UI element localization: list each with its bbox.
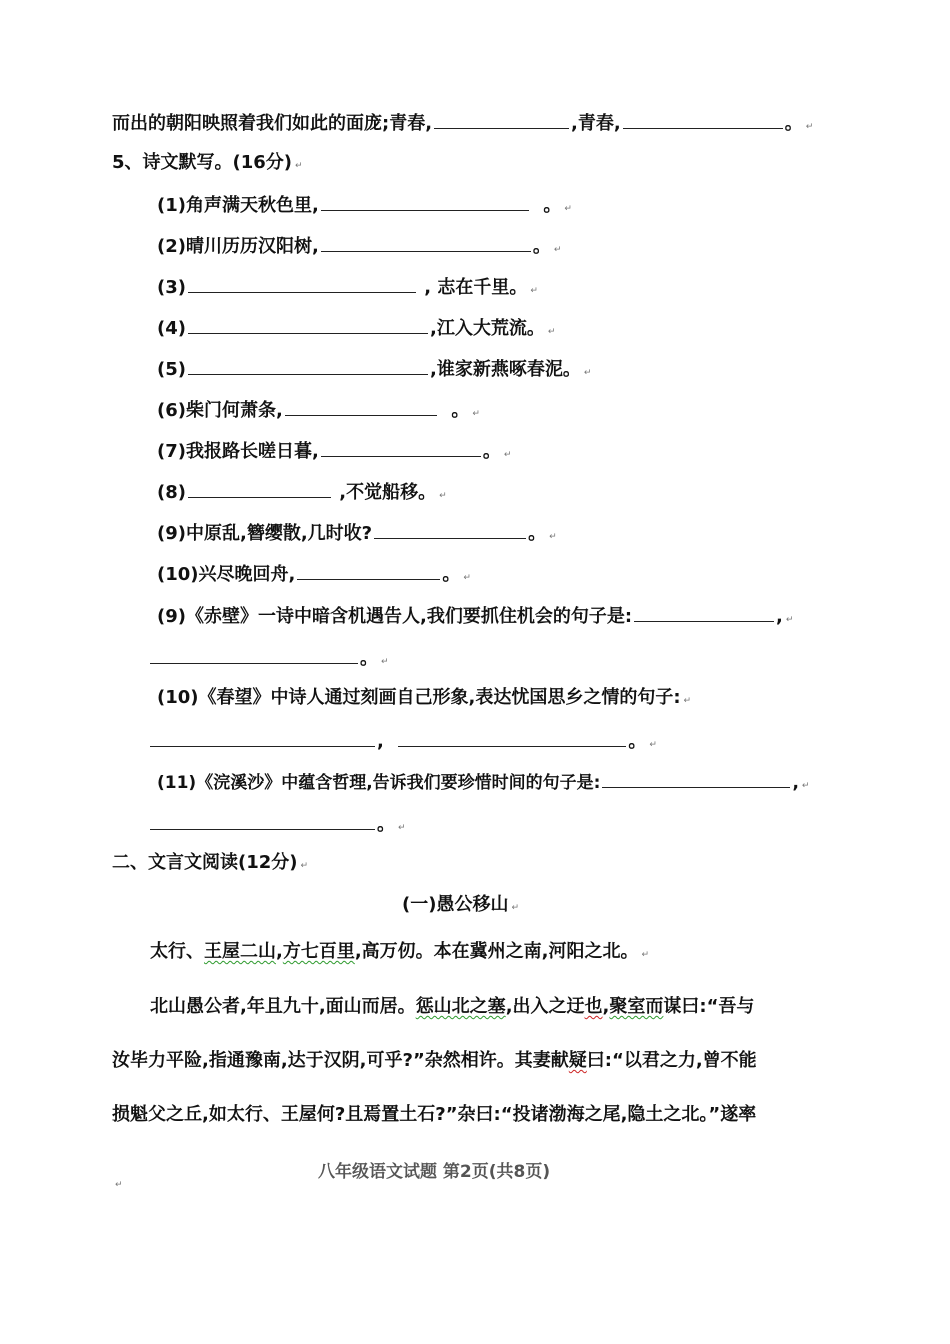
paragraph-mark-icon: ↵: [463, 573, 471, 583]
answer-blank[interactable]: [285, 397, 437, 416]
passage-text-wavy: 方七百里: [282, 941, 355, 962]
paragraph-mark-icon: ↵: [547, 327, 556, 337]
passage-text: 北山愚公者,年且九十,面山而居。: [150, 996, 416, 1017]
top-line-mid: ,青春,: [571, 113, 621, 134]
passage-text-wavy: 惩山北之塞: [415, 996, 506, 1017]
paragraph-mark-icon: ↵: [553, 245, 562, 255]
paragraph-mark-icon: ↵: [801, 781, 810, 791]
question-text: , 志在千里。: [424, 277, 528, 298]
question-10b: [157, 686, 691, 713]
section-2-title: [112, 851, 308, 878]
passage-text: ,: [602, 996, 610, 1017]
section-5-title: [112, 151, 303, 178]
paragraph-mark-icon: ↵: [649, 740, 657, 750]
answer-blank[interactable]: [188, 274, 416, 293]
period: 。: [360, 648, 378, 669]
answer-blank[interactable]: [321, 233, 531, 252]
passage-line-3: [112, 1049, 757, 1073]
question-11b-continued: [148, 811, 406, 840]
passage-text-red-wavy: 疑: [568, 1050, 587, 1071]
question-1: [157, 192, 572, 221]
question-text: 中原乱,簪缨散,几时收?: [185, 523, 373, 544]
question-5: [157, 356, 591, 385]
passage-text: 汝毕力平险,指通豫南,达于汉阴,可乎?”杂然相许。其妻献: [112, 1050, 569, 1071]
paragraph-mark-icon: ↵: [549, 532, 557, 542]
answer-blank[interactable]: [188, 356, 428, 375]
question-text: 角声满天秋色里,: [185, 195, 319, 216]
question-text: 兴尽晚回舟,: [198, 564, 296, 585]
question-text: ,江入大荒流。: [429, 318, 545, 339]
question-11b: [157, 769, 809, 798]
question-number: (6): [157, 400, 186, 421]
paragraph-mark-icon: ↵: [683, 696, 692, 706]
passage-title: [402, 893, 519, 920]
period: 。: [532, 236, 551, 257]
answer-blank[interactable]: [188, 315, 428, 334]
question-text: (10)《春望》中诗人通过刻画自己形象,表达忧国思乡之情的句子:: [157, 687, 681, 708]
paragraph-mark-icon: ↵: [398, 823, 406, 833]
question-10: [157, 561, 471, 590]
top-line: [112, 110, 813, 139]
paragraph-mark-icon: ↵: [381, 657, 389, 667]
question-number: (4): [157, 318, 186, 339]
answer-blank[interactable]: [188, 479, 331, 498]
answer-blank[interactable]: [602, 769, 790, 788]
page-footer: [318, 1160, 550, 1184]
paragraph-mark-icon: ↵: [805, 122, 814, 132]
answer-blank[interactable]: [634, 603, 774, 622]
paragraph-mark-icon: ↵: [583, 368, 592, 378]
paragraph-mark-icon: ↵: [785, 615, 794, 625]
paragraph-mark-icon: ↵: [530, 286, 538, 296]
question-2: [157, 233, 561, 262]
period: 。: [442, 564, 461, 585]
paragraph-mark-icon: ↵: [115, 1180, 123, 1190]
top-line-text: 而出的朝阳映照着我们如此的面庞;青春,: [112, 113, 433, 134]
passage-text: 谋曰:“吾与: [663, 996, 755, 1017]
passage-line-2: [150, 995, 754, 1019]
question-10b-continued: [148, 728, 657, 757]
paragraph-mark-icon: ↵: [511, 903, 519, 913]
question-text: 晴川历历汉阳树,: [185, 236, 319, 257]
period: 。: [543, 195, 562, 216]
passage-text: 曰:“以君之力,曾不能: [586, 1050, 757, 1071]
paragraph-mark-icon: ↵: [503, 450, 512, 460]
question-9b: [157, 603, 793, 632]
question-7: [157, 438, 511, 467]
period: 。: [528, 523, 547, 544]
answer-blank[interactable]: [297, 561, 440, 580]
question-number: (7): [157, 441, 186, 462]
question-text: ,谁家新燕啄春泥。: [429, 359, 581, 380]
question-3: [157, 274, 538, 303]
passage-text-red-wavy: 也: [584, 996, 603, 1017]
question-text: 柴门何萧条,: [185, 400, 283, 421]
period: 。: [628, 731, 647, 752]
comma: ,: [776, 606, 783, 627]
question-8: [157, 479, 447, 508]
passage-title-text: (一)愚公移山: [402, 894, 509, 915]
question-number: (3): [157, 277, 186, 298]
passage-text: ,: [276, 941, 283, 962]
answer-blank[interactable]: [150, 811, 375, 830]
footer-left-mark: [112, 1170, 123, 1197]
question-6: [157, 397, 480, 426]
paragraph-mark-icon: ↵: [300, 861, 309, 871]
period: 。: [784, 113, 803, 134]
passage-text-wavy: 聚室而: [609, 996, 664, 1017]
comma: ,: [792, 773, 799, 793]
paragraph-mark-icon: ↵: [295, 161, 303, 171]
passage-text: ,出入之迂: [505, 996, 585, 1017]
question-number: (5): [157, 359, 186, 380]
passage-text-wavy: 王屋二山: [204, 941, 276, 962]
question-9b-continued: [148, 645, 389, 674]
answer-blank[interactable]: [374, 520, 526, 539]
question-number: (9): [157, 523, 186, 544]
question-4: [157, 315, 555, 344]
passage-line-4: [112, 1103, 756, 1127]
question-text: ,不觉船移。: [339, 482, 437, 503]
answer-blank[interactable]: [434, 110, 569, 129]
footer-text: 八年级语文试题 第2页(共8页): [318, 1162, 551, 1182]
comma: ,: [377, 731, 384, 752]
answer-blank[interactable]: [150, 728, 375, 747]
question-9: [157, 520, 557, 549]
period: 。: [482, 441, 501, 462]
passage-text: 损魁父之丘,如太行、王屋何?且焉置土石?”杂曰:“投诸渤海之尾,隐土之北。”遂率: [112, 1104, 757, 1125]
section-title-text: 二、文言文阅读(12分): [112, 852, 298, 873]
question-number: (10): [157, 564, 199, 585]
paragraph-mark-icon: ↵: [439, 491, 447, 501]
question-text: (9)《赤壁》一诗中暗含机遇告人,我们要抓住机会的句子是:: [157, 606, 633, 627]
paragraph-mark-icon: ↵: [472, 409, 480, 419]
question-text: 我报路长嗟日暮,: [185, 441, 319, 462]
period: 。: [451, 400, 470, 421]
answer-blank[interactable]: [321, 192, 529, 211]
answer-blank[interactable]: [150, 645, 358, 664]
question-number: (2): [157, 236, 186, 257]
passage-text: ,高万仞。本在冀州之南,河阳之北。: [354, 941, 639, 962]
period: 。: [377, 814, 395, 835]
answer-blank[interactable]: [321, 438, 481, 457]
paragraph-mark-icon: ↵: [641, 950, 650, 960]
answer-blank[interactable]: [623, 110, 783, 129]
passage-text: 太行、: [150, 941, 204, 962]
passage-line-1: [150, 940, 649, 967]
question-number: (1): [157, 195, 186, 216]
section-title-text: 5、诗文默写。(16分): [112, 152, 293, 173]
question-text: (11)《浣溪沙》中蕴含哲理,告诉我们要珍惜时间的句子是:: [157, 773, 601, 793]
paragraph-mark-icon: ↵: [564, 204, 572, 214]
answer-blank[interactable]: [398, 728, 626, 747]
question-number: (8): [157, 482, 186, 503]
